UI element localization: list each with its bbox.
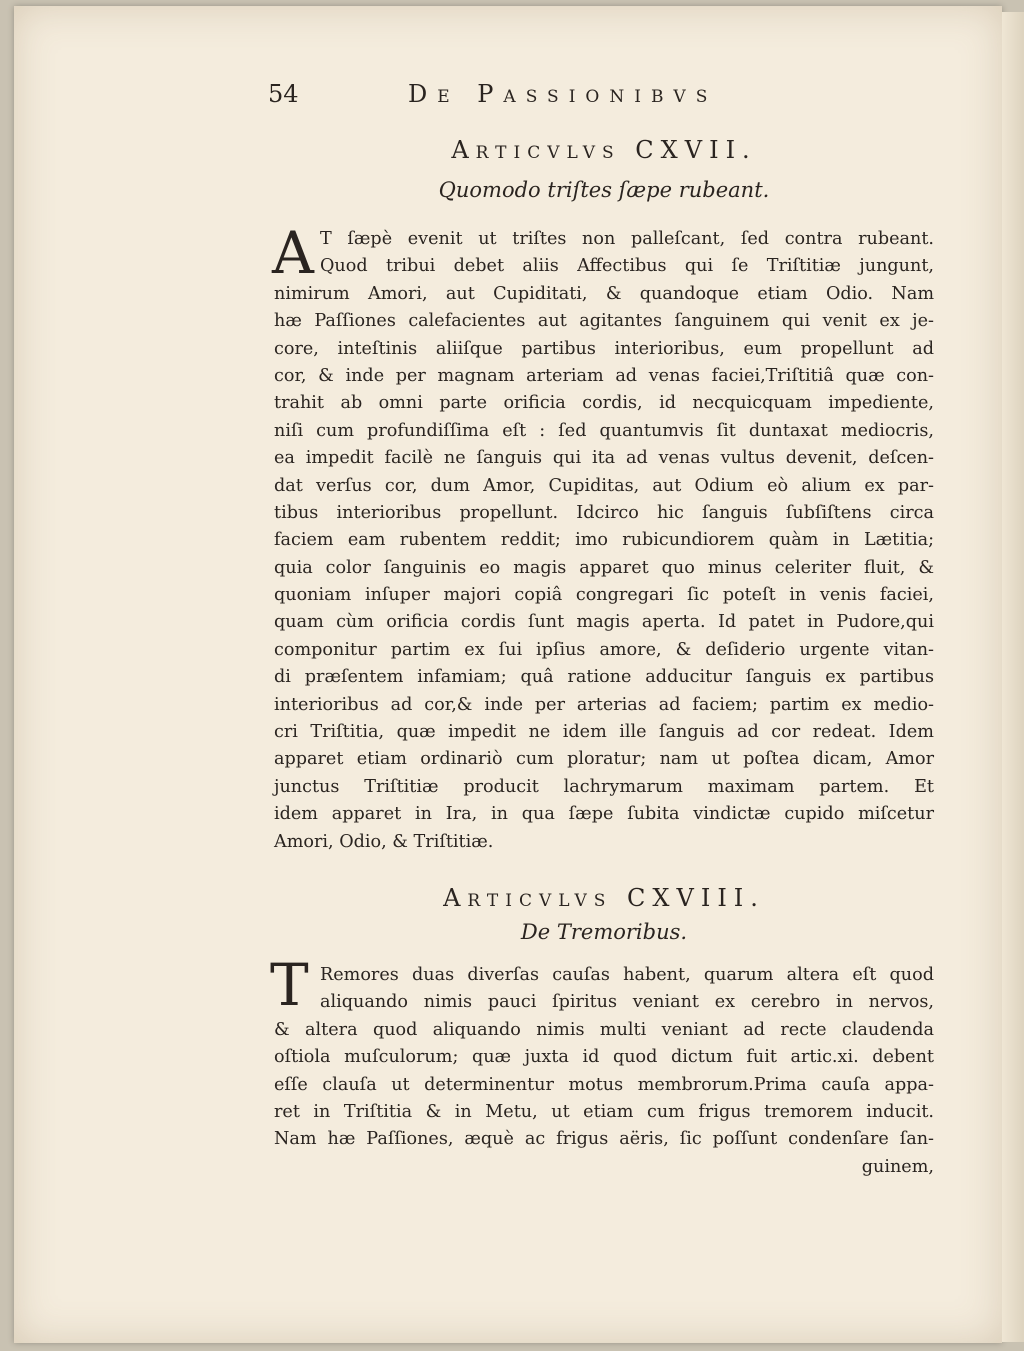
article-body [272,219,934,856]
drop-capital: A [272,219,314,287]
text-line: interioribus ad cor,& inde per arterias ad faciem; partim ex medio- [274,694,934,715]
text-line: faciem eam rubentem reddit; imo rubicundiorem quàm in Lætitia; [274,530,934,551]
text-line: T ſæpè evenit ut triſtes non palleſcant, ſed contra rubeant. [320,229,934,249]
text-line: core, inteſtinis aliiſque partibus interioribus, eum propellunt ad [274,338,934,359]
article-heading: Articvlvs CXVII. [451,136,757,164]
catchword: guinem, [861,1156,934,1177]
text-line: ret in Triſtitia & in Metu, ut etiam cum frigus tremorem inducit. [274,1101,934,1122]
text-line: hæ Paſſiones calefacientes aut agitantes ſanguinem qui venit ex je- [274,311,934,332]
text-line: quoniam inſuper majori copiâ congregari ſic poteſt in venis faciei, [274,585,934,606]
text-line: quam cùm orificia cordis ſunt magis aperta. Id patet in Pudore,qui [274,612,934,633]
text-line: oſtiola muſculorum; quæ juxta id quod dictum fuit artic.xi. debent [274,1047,934,1068]
article-heading: Articvlvs CXVIII. [443,884,765,912]
text-line: di præſentem infamiam; quâ ratione adducitur ſanguis ex partibus [274,667,934,688]
text-line: cri Triſtitia, quæ impedit ne idem ille ſanguis ad cor redeat. Idem [274,722,934,743]
text-line: dat verſus cor, dum Amor, Cupiditas, aut Odium eò alium ex par- [274,475,934,496]
text-line: junctus Triſtitiæ producit lachrymarum maximam partem. Et [274,776,934,797]
text-line: eſſe clauſa ut determinentur motus membrorum.Prima cauſa appa- [274,1074,934,1095]
text-line: niſi cum profundiſſima eſt : ſed quantumvis ſit duntaxat mediocris, [274,420,934,441]
text-line: nimirum Amori, aut Cupiditati, & quandoque etiam Odio. Nam [274,283,934,304]
text-line: tibus interioribus propellunt. Idcirco hic ſanguis ſubſiſtens circa [274,502,934,523]
article-subtitle: Quomodo triſtes ſæpe rubeant. [438,178,770,202]
running-title: De Passionibvs [408,80,718,108]
text-line: cor, & inde per magnam arteriam ad venas faciei,Triſtitiâ quæ con- [274,365,934,386]
text-line: apparet etiam ordinariò cum ploratur; nam ut poſtea dicam, Amor [274,749,934,770]
text-line: ea impedit facilè ne ſanguis qui ita ad venas vultus devenit, deſcen- [274,448,934,469]
text-line: quia color ſanguinis eo magis apparet quo minus celeriter fluit, & [274,557,934,578]
running-head [268,80,764,114]
drop-capital: T [270,951,309,1019]
text-line: idem apparet in Ira, in qua ſæpe ſubita vindictæ cupido miſcetur [274,804,934,825]
article-body [274,962,934,1181]
text-line: Quod tribui debet aliis Affectibus qui ſe Triſtitiæ jungunt, [320,256,934,277]
page-edge [1002,12,1024,1342]
text-line: componitur partim ex ſui ipſius amore, & deſiderio urgente vitan- [274,639,934,660]
text-line: Nam hæ Paſſiones, æquè ac frigus aëris, ſic poſſunt condenſare ſan- [274,1129,934,1150]
text-line: Amori, Odio, & Triſtitiæ. [274,831,494,852]
page-number: 54 [268,80,299,108]
text-line: Remores duas diverſas cauſas habent, quarum altera eſt quod [320,965,934,985]
article-subtitle: De Tremoribus. [520,920,688,944]
text-line: aliquando nimis pauci ſpiritus veniant ex cerebro in nervos, [320,992,934,1013]
text-line: & altera quod aliquando nimis multi veniant ad recte claudenda [274,1019,934,1040]
text-line: trahit ab omni parte orificia cordis, id necquicquam impediente, [274,393,934,414]
